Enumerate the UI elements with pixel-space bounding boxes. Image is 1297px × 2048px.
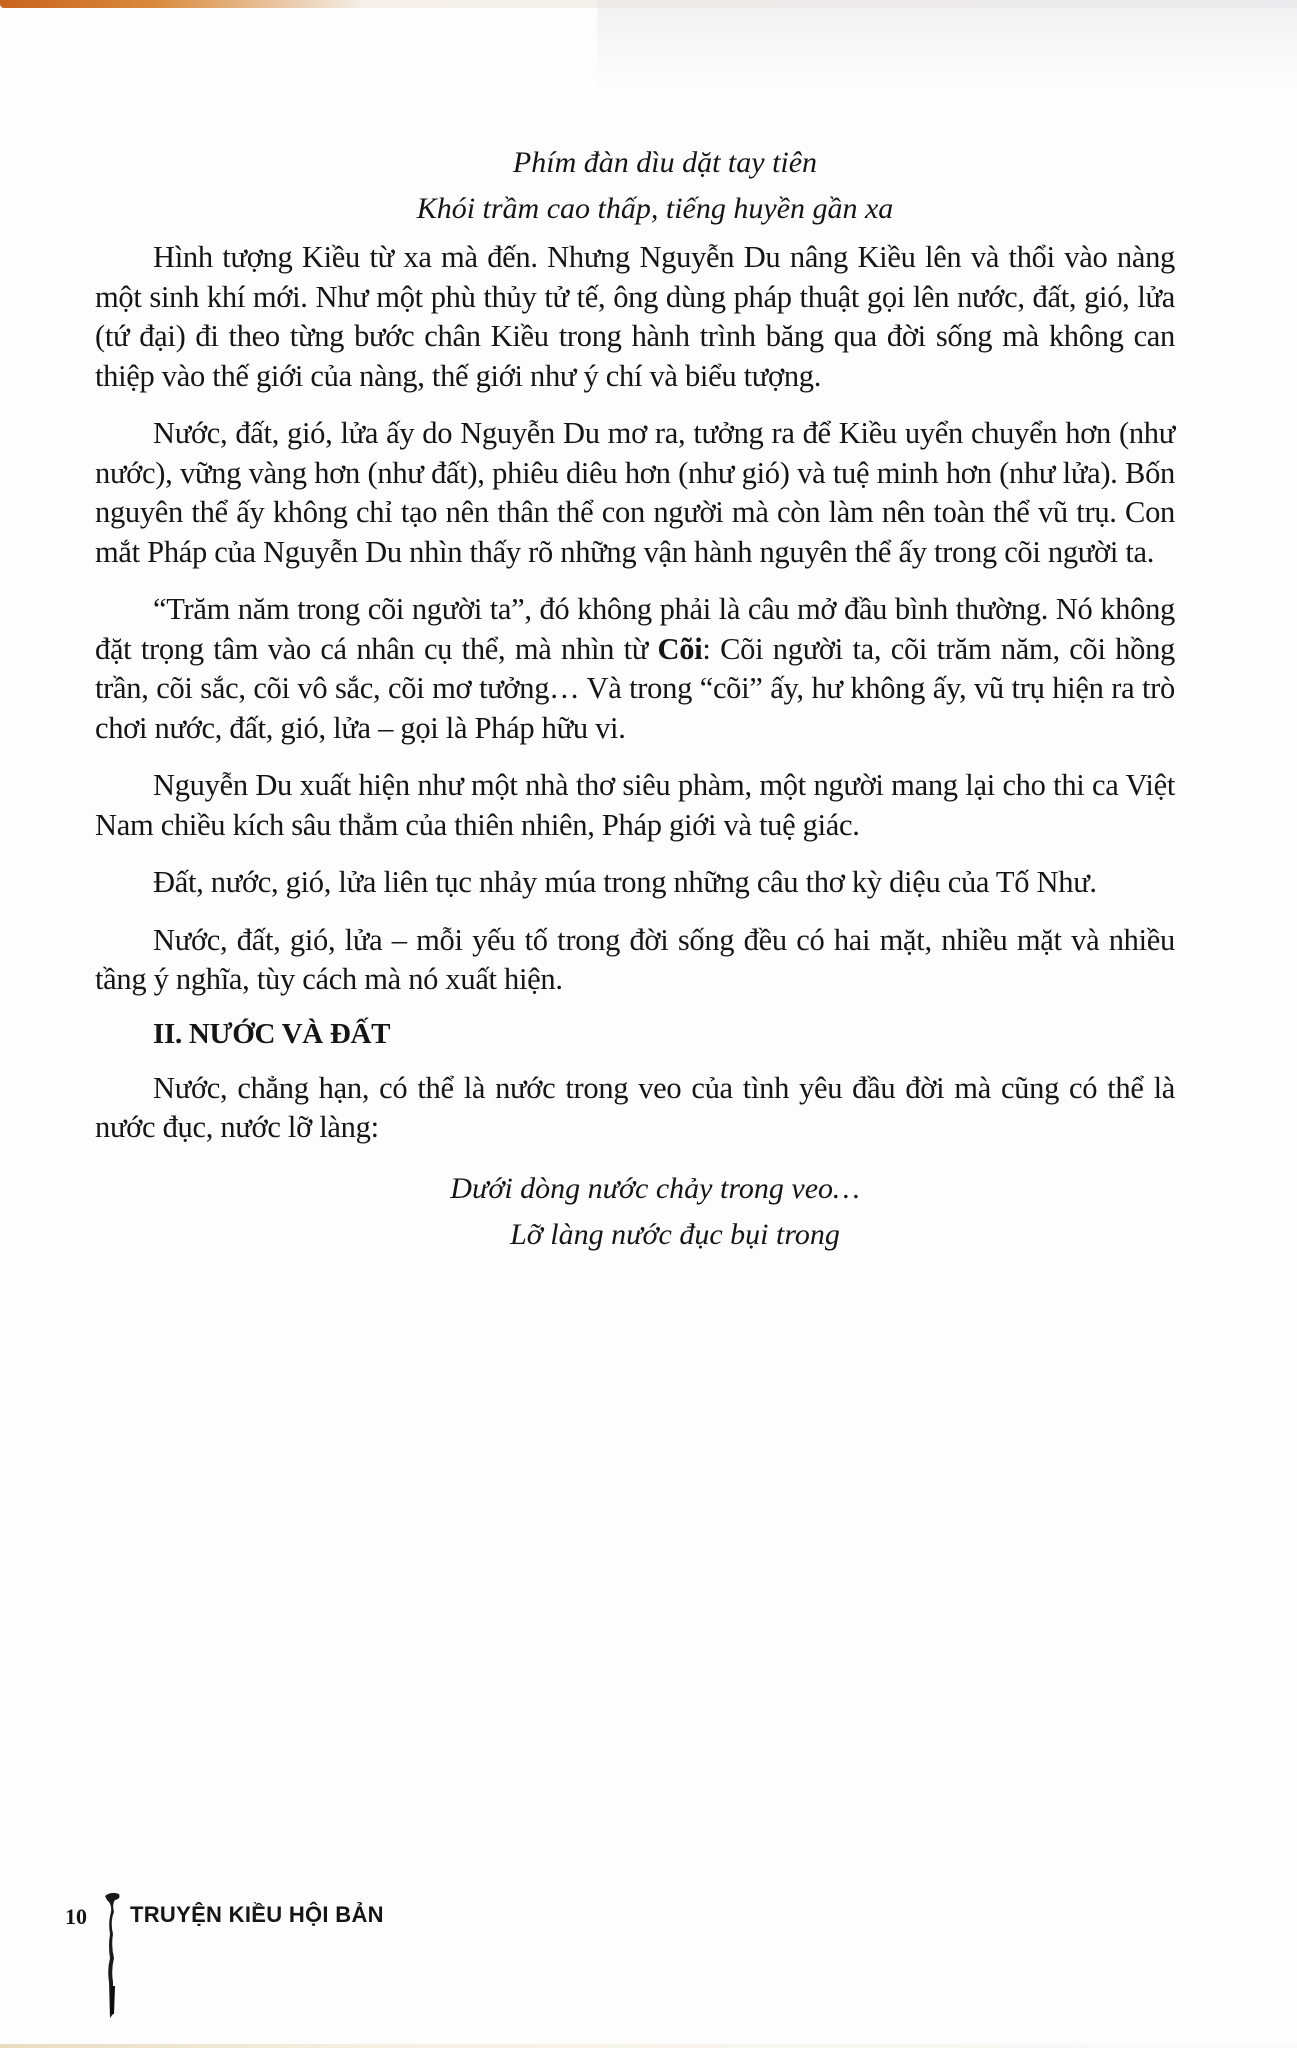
page-number: 10 xyxy=(65,1904,87,1929)
paragraph: Hình tượng Kiều từ xa mà đến. Nhưng Nguyễn Du nâng Kiều lên và thổi vào nàng một sinh khí mới. Như một phù thủy tử tế, ông dùng pháp thuật gọi lên nước, đất, gió, lửa (tứ đại) đi theo từng bước chân Kiều trong hành trình băng qua đời sống mà không can thiệp vào thế giới của nàng, thế giới như ý chí và biểu tượng. xyxy=(95,240,1175,393)
bold-term-coi: Cõi xyxy=(657,631,703,666)
section-heading: II. NƯỚC VÀ ĐẤT xyxy=(153,1017,391,1050)
page-content xyxy=(95,140,1175,1258)
verse-line: Lỡ làng nước đục bụi trong xyxy=(510,1217,840,1251)
verse-block-top xyxy=(95,140,1175,232)
paragraph-coi xyxy=(95,590,1175,748)
page-footer xyxy=(65,1890,465,2030)
running-title: TRUYỆN KIỀU HỘI BẢN xyxy=(130,1902,384,1927)
brush-stroke-ornament-icon xyxy=(101,1890,123,2020)
verse-line: Khói trầm cao thấp, tiếng huyền gần xa xyxy=(416,192,894,225)
verse-line: Phím đàn dìu dặt tay tiên xyxy=(512,146,818,179)
paragraph: Đất, nước, gió, lửa liên tục nhảy múa trong những câu thơ kỳ diệu của Tố Như. xyxy=(153,865,1097,899)
paragraph-text: : Cõi người ta, cõi trăm năm, cõi hồng trần, cõi sắc, cõi vô sắc, cõi mơ tưởng… Và trong “cõi” ấy, hư không ấy, vũ trụ hiện ra trò chơi nước, đất, gió, lửa – gọi là Pháp hữu vi. xyxy=(95,631,1175,745)
paragraph: Nước, chẳng hạn, có thể là nước trong veo của tình yêu đầu đời mà cũng có thể là nước đục, nước lỡ làng: xyxy=(95,1070,1175,1144)
paragraph: Nước, đất, gió, lửa – mỗi yếu tố trong đời sống đều có hai mặt, nhiều mặt và nhiều tầng ý nghĩa, tùy cách mà nó xuất hiện. xyxy=(95,922,1175,996)
paragraph: Nước, đất, gió, lửa ấy do Nguyễn Du mơ ra, tưởng ra để Kiều uyển chuyển hơn (như nước), vững vàng hơn (như đất), phiêu diêu hơn (như gió) và tuệ minh hơn (như lửa). Bốn nguyên thể ấy không chỉ tạo nên thân thể con người mà còn làm nên toàn thể vũ trụ. Con mắt Pháp của Nguyễn Du nhìn thấy rõ những vận hành nguyên thể ấy trong cõi người ta. xyxy=(95,416,1175,569)
paragraph-text: “Trăm năm trong cõi người ta”, đó không phải là câu mở đầu bình thường. Nó không đặt trọng tâm vào cá nhân cụ thể, mà nhìn từ xyxy=(95,592,1175,666)
paragraph: Nguyễn Du xuất hiện như một nhà thơ siêu phàm, một người mang lại cho thi ca Việt Nam chiều kích sâu thẳm của thiên nhiên, Pháp giới và tuệ giác. xyxy=(95,768,1175,842)
verse-block-bottom xyxy=(95,1166,1175,1258)
page-shadow xyxy=(597,0,1297,90)
page-edge-bottom xyxy=(0,2044,1297,2048)
verse-line: Dưới dòng nước chảy trong veo… xyxy=(450,1171,860,1205)
